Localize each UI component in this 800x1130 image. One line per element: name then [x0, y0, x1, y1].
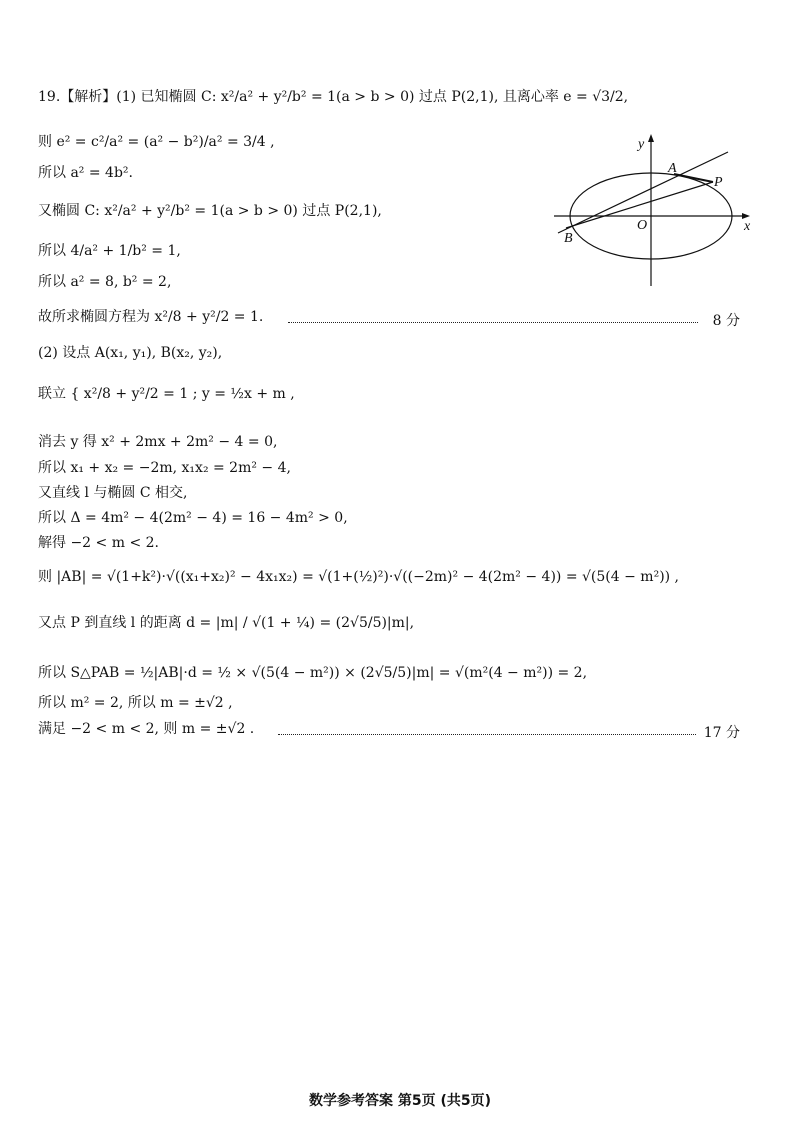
- dot-leader-2: [278, 734, 696, 735]
- solution-line-7: 故所求椭圆方程为 x²/8 + y²/2 = 1.: [38, 309, 264, 325]
- ellipse-figure: [550, 130, 760, 290]
- y-axis-arrow-icon: [648, 134, 654, 142]
- solution-line-12: 又直线 l 与椭圆 C 相交,: [38, 485, 188, 501]
- label-P: P: [714, 175, 723, 190]
- solution-line-5: 所以 4/a² + 1/b² = 1,: [38, 243, 181, 259]
- solution-line-3: 所以 a² = 4b².: [38, 165, 133, 181]
- solution-line-19: 满足 −2 < m < 2, 则 m = ±√2 .: [38, 721, 255, 737]
- solution-line-13: 所以 Δ = 4m² − 4(2m² − 4) = 16 − 4m² > 0,: [38, 510, 348, 526]
- solution-line-16: 又点 P 到直线 l 的距离 d = |m| / √(1 + ¼) = (2√5/5)|m|,: [38, 615, 415, 631]
- label-A: A: [668, 161, 677, 176]
- solution-line-10: 消去 y 得 x² + 2mx + 2m² − 4 = 0,: [38, 434, 278, 450]
- solution-line-14: 解得 −2 < m < 2.: [38, 535, 159, 551]
- solution-line-9: 联立 { x²/8 + y²/2 = 1 ; y = ½x + m ,: [38, 386, 295, 402]
- solution-line-17: 所以 S△PAB = ½|AB|·d = ½ × √(5(4 − m²)) × (2√5/5)|m| = √(m²(4 − m²)) = 2,: [38, 665, 588, 681]
- label-B: B: [564, 231, 573, 246]
- solution-line-2: 则 e² = c²/a² = (a² − b²)/a² = 3/4 ,: [38, 134, 275, 150]
- score-2: 17 分: [703, 725, 740, 741]
- dot-leader-1: [288, 322, 698, 323]
- segment-AP: [674, 174, 713, 182]
- page-footer: 数学参考答案 第5页 (共5页): [308, 1093, 492, 1109]
- solution-line-6: 所以 a² = 8, b² = 2,: [38, 274, 172, 290]
- score-1: 8 分: [712, 313, 740, 329]
- label-y: y: [638, 137, 645, 152]
- solution-line-18: 所以 m² = 2, 所以 m = ±√2 ,: [38, 695, 233, 711]
- solution-line-15: 则 |AB| = √(1+k²)·√((x₁+x₂)² − 4x₁x₂) = √(1+(½)²)·√((−2m)² − 4(2m² − 4)) = √(5(4 − m²)) ,: [38, 569, 680, 585]
- label-O: O: [637, 218, 648, 233]
- solution-line-8: (2) 设点 A(x₁, y₁), B(x₂, y₂),: [38, 345, 223, 361]
- label-x: x: [744, 219, 751, 234]
- solution-line-1: 19.【解析】(1) 已知椭圆 C: x²/a² + y²/b² = 1(a > b > 0) 过点 P(2,1), 且离心率 e = √3/2,: [38, 89, 629, 105]
- solution-line-11: 所以 x₁ + x₂ = −2m, x₁x₂ = 2m² − 4,: [38, 460, 291, 476]
- solution-line-4: 又椭圆 C: x²/a² + y²/b² = 1(a > b > 0) 过点 P(2,1),: [38, 203, 382, 219]
